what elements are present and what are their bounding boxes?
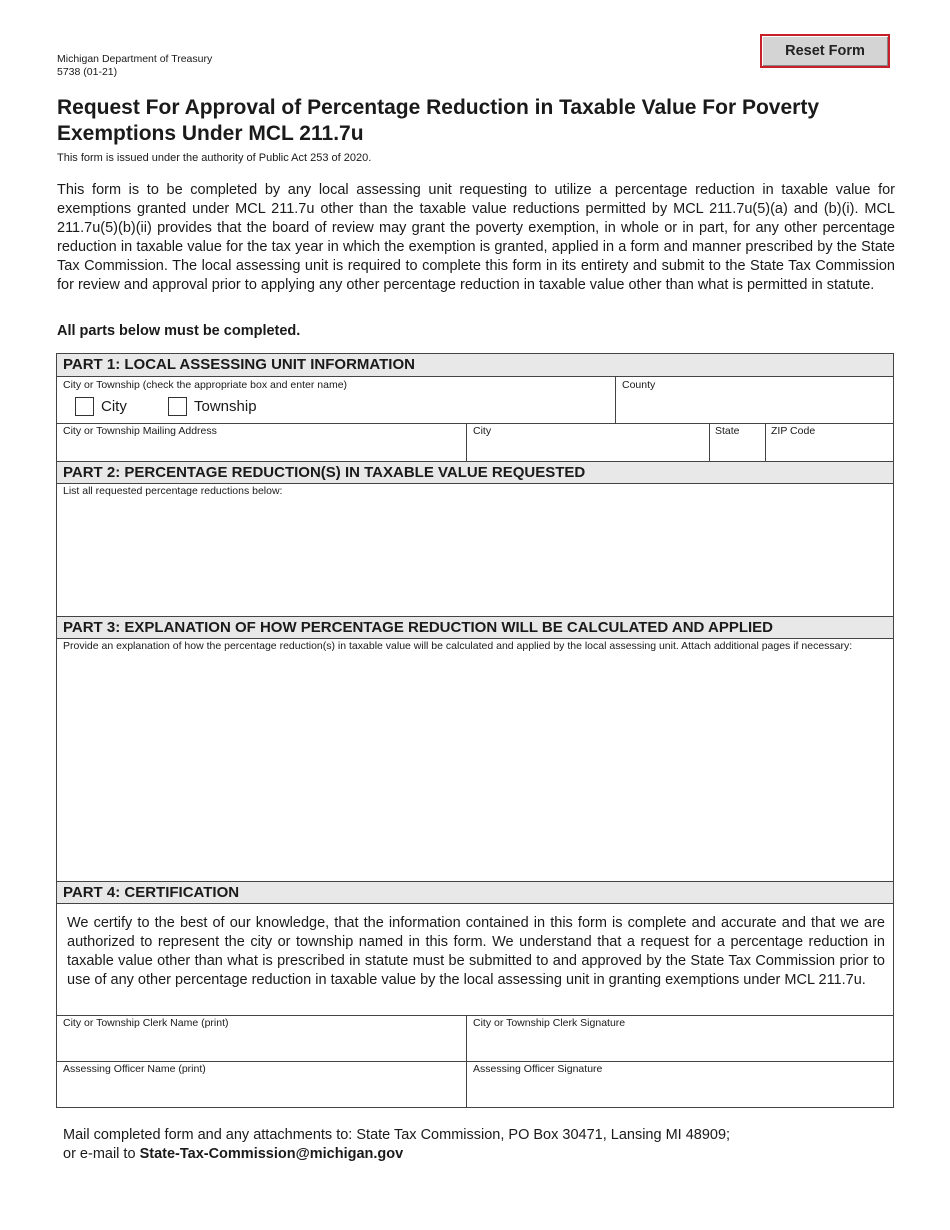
city-option-label: City	[101, 398, 127, 415]
intro-paragraph: This form is to be completed by any local assessing unit requesting to utilize a percentage reduction in taxable value for exemptions granted under MCL 211.7u other than the taxable value reductions permitted by MCL 211.7u(5)(a) and (b)(i). MCL 211.7u(5)(b)(ii) provides that the board of review may grant the poverty exemption, in whole or in part, for any other percentage reduction in taxable value for the tax year in which the exemption is granted, applied in a form and manner prescribed by the State Tax Commission. The local assessing unit is required to complete this form in its entirety and submit to the State Tax Commission for review and approval prior to applying any other percentage reduction in taxable value other than what is permitted in statute.	[57, 182, 895, 293]
mailing-address-field[interactable]	[61, 440, 461, 460]
township-option-label: Township	[194, 398, 257, 415]
mailing-address-label: City or Township Mailing Address	[63, 425, 217, 437]
part2-instruction: List all requested percentage reductions below:	[63, 485, 283, 497]
township-checkbox[interactable]	[168, 397, 187, 416]
mailing-instructions	[63, 1126, 730, 1164]
agency-block	[57, 53, 212, 79]
zip-label: ZIP Code	[771, 425, 816, 437]
part2-heading: PART 2: PERCENTAGE REDUCTION(S) IN TAXABLE VALUE REQUESTED	[57, 461, 893, 484]
email-line	[63, 1145, 730, 1164]
divider	[615, 377, 616, 423]
city-township-label: City or Township (check the appropriate box and enter name)	[63, 379, 348, 391]
assessor-name-label: Assessing Officer Name (print)	[63, 1063, 206, 1075]
city-township-name-field[interactable]	[267, 394, 607, 420]
mail-text: Mail completed form and any attachments to: State Tax Commission, PO Box 30471, Lansing MI 48909;	[63, 1127, 731, 1143]
assessor-name-field[interactable]	[61, 1078, 461, 1106]
authority-note: This form is issued under the authority of Public Act 253 of 2020.	[57, 152, 372, 164]
city-label: City	[473, 425, 492, 437]
request-form	[56, 353, 894, 1108]
clerk-name-field[interactable]	[61, 1032, 461, 1060]
clerk-name-label: City or Township Clerk Name (print)	[63, 1017, 229, 1029]
assessor-signature-label: Assessing Officer Signature	[473, 1063, 603, 1075]
divider	[57, 1015, 893, 1016]
city-checkbox[interactable]	[75, 397, 94, 416]
email-prefix: or e-mail to	[63, 1146, 140, 1162]
divider	[765, 423, 766, 461]
divider	[57, 1061, 893, 1062]
state-label: State	[715, 425, 740, 437]
part4-heading: PART 4: CERTIFICATION	[57, 881, 893, 904]
email-address[interactable]: State-Tax-Commission@michigan.gov	[139, 1146, 404, 1162]
must-complete-note: All parts below must be completed.	[57, 323, 301, 339]
part1-heading: PART 1: LOCAL ASSESSING UNIT INFORMATION	[57, 354, 893, 377]
state-field[interactable]	[712, 440, 762, 460]
county-field[interactable]	[619, 394, 891, 420]
clerk-signature-label: City or Township Clerk Signature	[473, 1017, 626, 1029]
explanation-field[interactable]	[61, 655, 889, 877]
form-number: 5738 (01-21)	[57, 66, 118, 78]
divider	[466, 423, 467, 461]
city-field[interactable]	[470, 440, 706, 460]
part3-instruction: Provide an explanation of how the percentage reduction(s) in taxable value will be calculated and applied by the local assessing unit. Attach additional pages if necessary:	[63, 640, 853, 652]
assessor-signature-field[interactable]	[470, 1078, 890, 1106]
agency-name: Michigan Department of Treasury	[57, 53, 213, 65]
reset-form-button[interactable]: Reset Form	[760, 34, 890, 68]
percentage-reductions-field[interactable]	[61, 500, 889, 612]
clerk-signature-field[interactable]	[470, 1032, 890, 1060]
page-title: Request For Approval of Percentage Reduction in Taxable Value For Poverty Exemptions Under MCL 211.7u	[57, 96, 820, 145]
zip-field[interactable]	[768, 440, 890, 460]
certification-statement: We certify to the best of our knowledge, that the information contained in this form is complete and accurate and that we are authorized to represent the city or township named in this form. We understand that a request for a percentage reduction in taxable value other than what is prescribed in statute must be submitted to and approved by the State Tax Commission prior to use of any other percentage reduction in taxable value by the local assessing unit in granting exemptions under MCL 211.7u.	[67, 915, 885, 988]
divider	[57, 423, 893, 424]
divider	[709, 423, 710, 461]
county-label: County	[622, 379, 656, 391]
part3-heading: PART 3: EXPLANATION OF HOW PERCENTAGE REDUCTION WILL BE CALCULATED AND APPLIED	[57, 616, 893, 639]
